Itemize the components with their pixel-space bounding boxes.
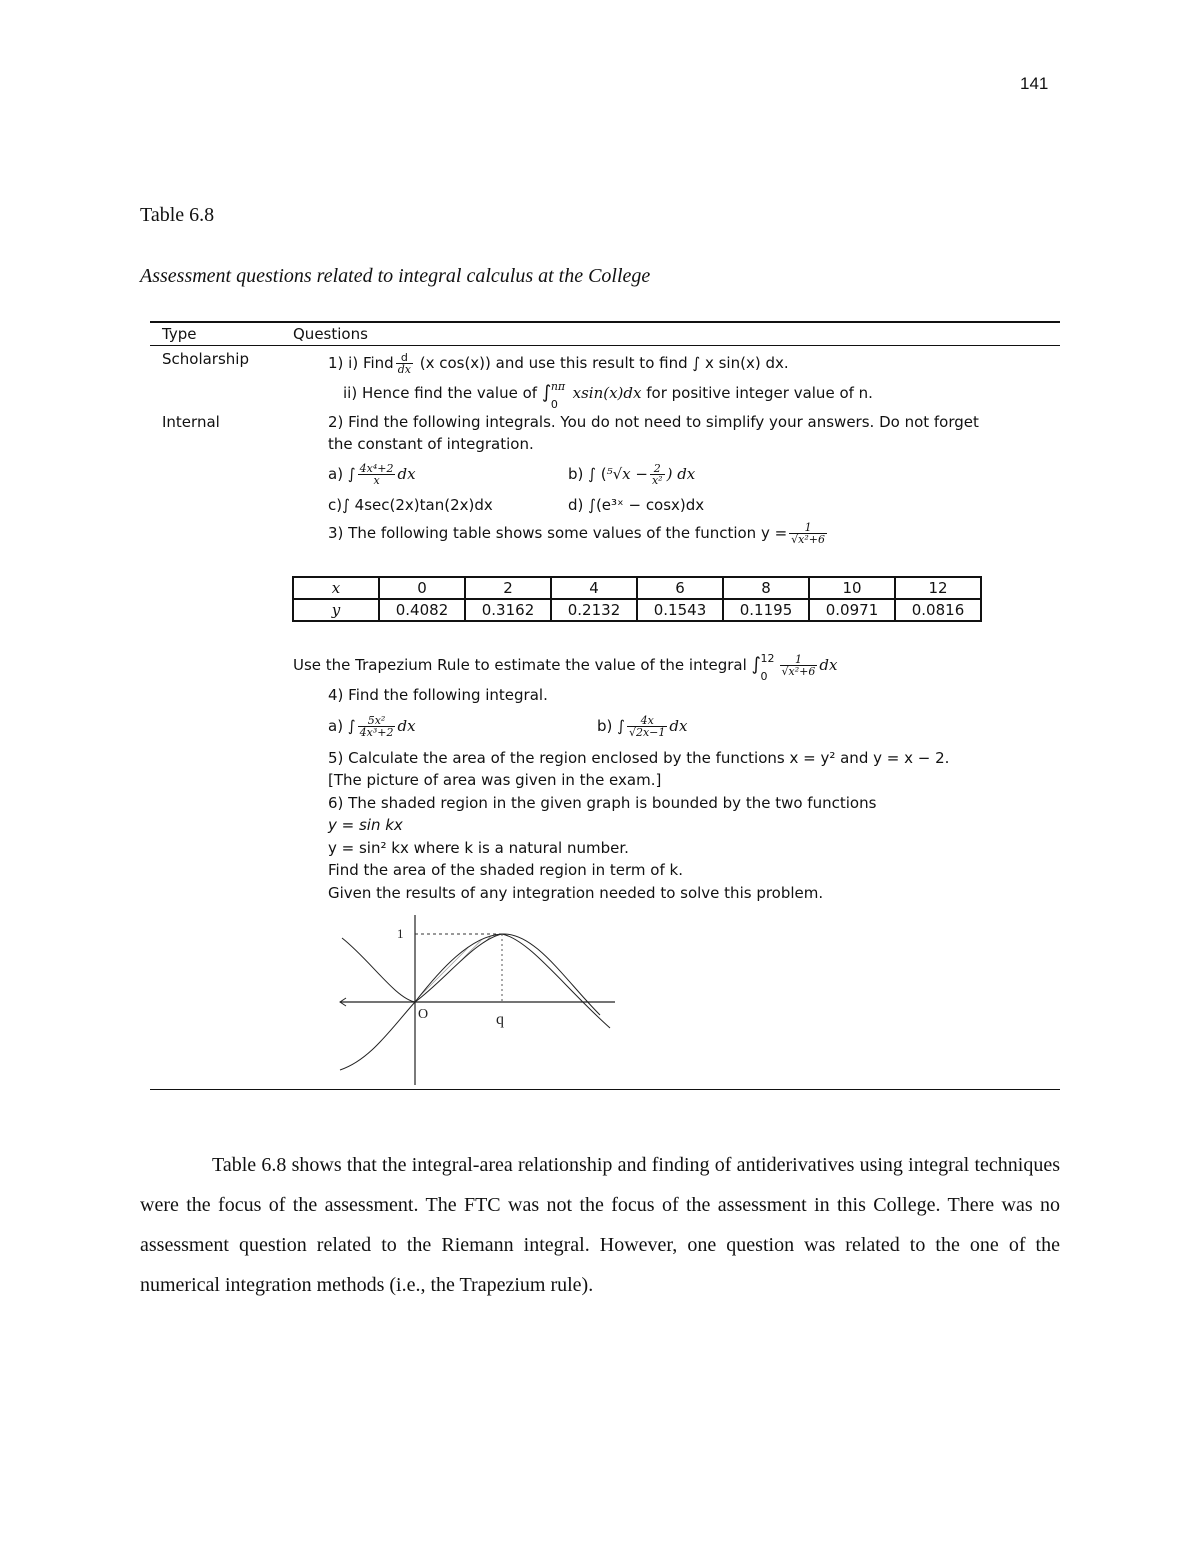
question-2-a: a) ∫ $\frac{\text{4x⁴+2}}{x}$ dx [328, 462, 416, 487]
table-caption: Assessment questions related to integral calculus at the College [140, 265, 651, 287]
question-1-ii [343, 380, 873, 411]
question-2-c: c)∫ 4sec(2x)tan(2x)dx [328, 496, 493, 514]
y-header: y [293, 599, 379, 621]
shaded-region-graph [330, 910, 630, 1090]
x-point-label: q [496, 1011, 504, 1028]
question-3: 3) The following table shows some values of the function y = $\frac{1}{\text{√x²+6}}$ [328, 521, 826, 546]
q1-ii-start: ii) Hence find the value of [343, 384, 538, 402]
question-4: 4) Find the following integral. [328, 686, 548, 704]
question-5-line-2: [The picture of area was given in the exam.] [328, 771, 662, 789]
question-4-b: b) ∫ $\frac{4x}{√2x-1}$ dx [597, 714, 688, 739]
table-row [293, 577, 981, 599]
sin-squared-curve [342, 934, 610, 1028]
question-6-line-4: Find the area of the shaded region in term of k. [328, 861, 683, 879]
x-value: 4 [551, 577, 637, 599]
y-value: 0.3162 [465, 599, 551, 621]
q1-i-start: 1) i) Find [328, 354, 394, 372]
q1-derivative-fraction: $\frac{d}{dx}$ [397, 351, 411, 376]
x-value: 0 [379, 577, 465, 599]
question-5-line-1: 5) Calculate the area of the region enclosed by the functions x = y² and y = x − 2. [328, 749, 950, 767]
x-value: 6 [637, 577, 723, 599]
question-2-line-2: the constant of integration. [328, 435, 534, 453]
y-value: 0.0816 [895, 599, 981, 621]
question-6-line-1: 6) The shaded region in the given graph is bounded by the two functions [328, 794, 877, 812]
y-value: 0.1195 [723, 599, 809, 621]
question-2-d: d) ∫(e³ˣ − cosx)dx [568, 496, 705, 514]
x-value: 10 [809, 577, 895, 599]
body-paragraph: Table 6.8 shows that the integral-area relationship and finding of antiderivatives using integral techniques were the focus of the assessment. The FTC was not the focus of the assessment in this College. There was no assessment question related to the Riemann integral. However, one question was related to the one of the numerical integration methods (i.e., the Trapezium rule). [140, 1154, 1060, 1296]
row-scholarship: Scholarship [162, 350, 249, 368]
question-2-b: b) ∫ (⁵√x − $\frac{2}{\text{x²}}$ ) dx [568, 462, 696, 487]
q1-ii-end: for positive integer value of n. [646, 384, 873, 402]
x-value: 8 [723, 577, 809, 599]
q1-ii-lower: 0 [550, 398, 558, 411]
y-value: 0.1543 [637, 599, 723, 621]
y-value: 0.4082 [379, 599, 465, 621]
q1-ii-integral: ∫ [541, 382, 552, 403]
q1-i-end: (x cos(x)) and use this result to find ∫ x sin(x) dx. [419, 354, 789, 372]
x-value: 12 [895, 577, 981, 599]
question-6-line-2: y = sin kx [328, 816, 403, 834]
trapezium-question: Use the Trapezium Rule to estimate the value of the integral ∫ 12 0 $\frac{1}{\text{√x²+6}}$ dx [293, 652, 838, 683]
table-header-rule [150, 345, 1060, 346]
header-questions: Questions [293, 325, 368, 343]
y-value: 0.0971 [809, 599, 895, 621]
function-values-table [292, 576, 982, 622]
question-1-i [328, 352, 789, 375]
origin-label: O [418, 1007, 429, 1022]
question-6-line-3: y = sin² kx where k is a natural number. [328, 839, 629, 857]
table-top-rule [150, 321, 1060, 323]
y-tick-label: 1 [397, 926, 404, 941]
row-internal: Internal [162, 413, 220, 431]
question-6-line-5: Given the results of any integration needed to solve this problem. [328, 884, 824, 902]
x-header: x [293, 577, 379, 599]
header-type: Type [162, 325, 197, 343]
question-2-line-1: 2) Find the following integrals. You do not need to simplify your answers. Do not forget [328, 413, 979, 431]
x-value: 2 [465, 577, 551, 599]
q1-ii-upper: nπ [550, 380, 566, 393]
y-value: 0.2132 [551, 599, 637, 621]
table-row [293, 599, 981, 621]
q1-ii-integrand: xsin(x)dx [572, 384, 642, 402]
table-label: Table 6.8 [140, 204, 215, 226]
question-4-a: a) ∫ $\frac{\text{5x²}}{\text{4x³+2}}$ dx [328, 714, 416, 739]
page-number: 141 [1020, 74, 1049, 93]
